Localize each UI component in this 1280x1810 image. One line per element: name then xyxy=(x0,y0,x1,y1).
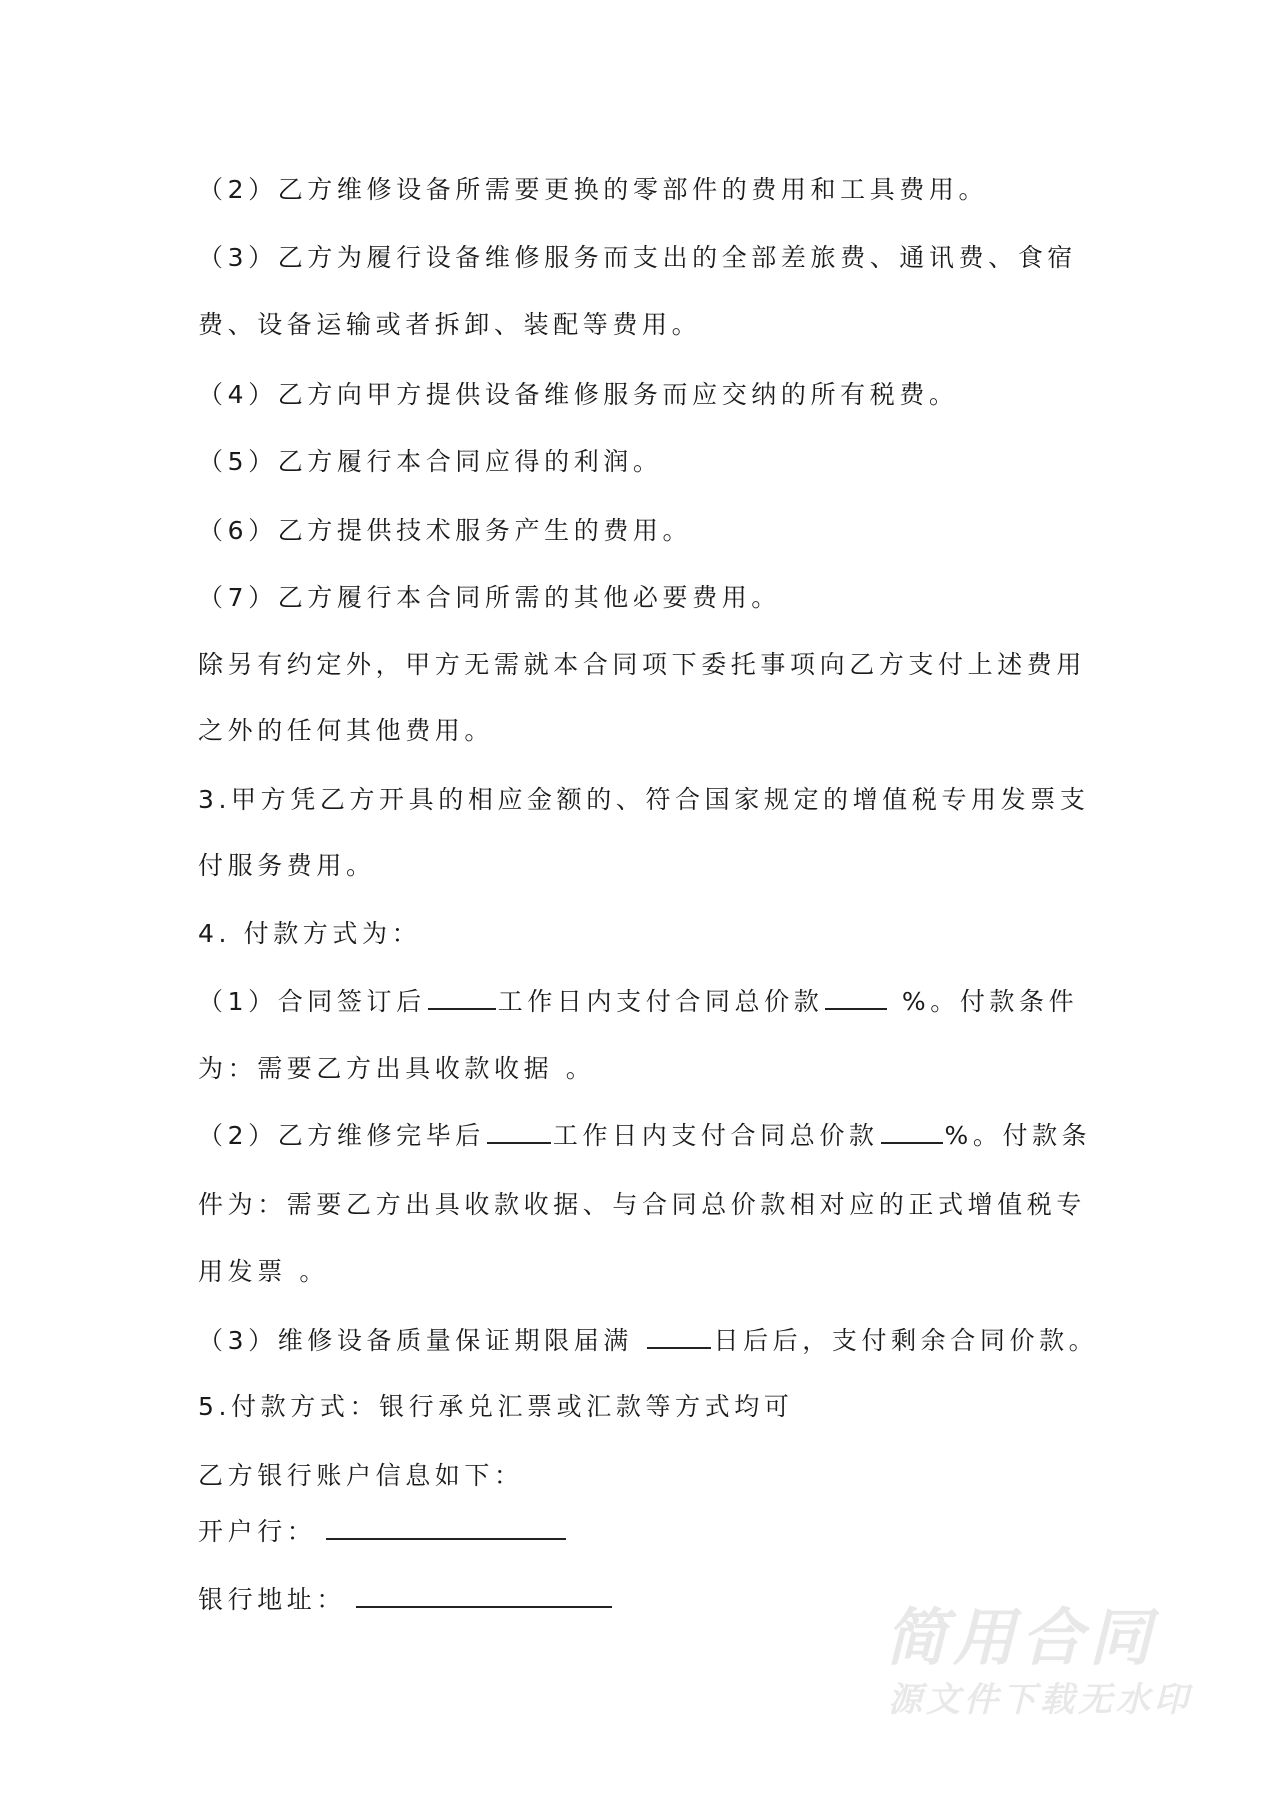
bank-address-field[interactable] xyxy=(356,1584,612,1608)
watermark-subtitle: 源文件下载无水印 xyxy=(888,1680,1192,1720)
payment-term-1-c: %。付款条件 xyxy=(889,987,1079,1016)
bank-address-label: 银行地址： xyxy=(198,1585,347,1614)
blank-field-percent-2[interactable] xyxy=(881,1120,943,1144)
bank-info-intro: 乙方银行账户信息如下： xyxy=(198,1461,524,1490)
clause-2-2: （2）乙方维修设备所需要更换的零部件的费用和工具费用。 xyxy=(198,175,989,204)
blank-field-warranty-days[interactable] xyxy=(647,1325,711,1349)
blank-field-percent-1[interactable] xyxy=(825,986,887,1010)
clause-2-3-cont: 费、设备运输或者拆卸、装配等费用。 xyxy=(198,310,702,339)
bank-name-row xyxy=(198,1515,568,1549)
payment-term-2 xyxy=(198,1119,1091,1153)
payment-term-3 xyxy=(198,1324,1098,1358)
clause-2-7: （7）乙方履行本合同所需的其他必要费用。 xyxy=(198,583,781,612)
blank-field-days-2[interactable] xyxy=(487,1120,551,1144)
bank-name-label: 开户行： xyxy=(198,1517,317,1546)
blank-field-days-1[interactable] xyxy=(428,986,496,1010)
clause-2-5: （5）乙方履行本合同应得的利润。 xyxy=(198,447,663,476)
payment-method: 5.付款方式：银行承兑汇票或汇款等方式均可 xyxy=(198,1392,794,1421)
clause-3: 3.甲方凭乙方开具的相应金额的、符合国家规定的增值税专用发票支 xyxy=(198,785,1090,814)
payment-term-2-b: 工作日内支付合同总价款 xyxy=(552,1121,879,1150)
fee-exclusion: 除另有约定外，甲方无需就本合同项下委托事项向乙方支付上述费用 xyxy=(198,650,1087,679)
clause-2-4: （4）乙方向甲方提供设备维修服务而应交纳的所有税费。 xyxy=(198,380,959,409)
payment-term-1-b: 工作日内支付合同总价款 xyxy=(497,987,824,1016)
payment-term-2-a: （2）乙方维修完毕后 xyxy=(198,1121,485,1150)
bank-address-row xyxy=(198,1583,614,1617)
clause-4-heading: 4. 付款方式为： xyxy=(198,919,422,948)
payment-term-1 xyxy=(198,985,1078,1019)
clause-2-6: （6）乙方提供技术服务产生的费用。 xyxy=(198,516,693,545)
payment-term-2-cont2: 用发票 。 xyxy=(198,1257,329,1286)
payment-term-2-c: %。付款条 xyxy=(944,1121,1092,1150)
payment-term-3-a: （3）维修设备质量保证期限届满 xyxy=(198,1326,646,1355)
bank-name-field[interactable] xyxy=(326,1516,566,1540)
payment-term-3-b: 日后后，支付剩余合同价款。 xyxy=(713,1326,1099,1355)
payment-term-1-a: （1）合同签订后 xyxy=(198,987,426,1016)
clause-3-cont: 付服务费用。 xyxy=(198,851,376,880)
payment-term-2-cont1: 件为：需要乙方出具收款收据、与合同总价款相对应的正式增值税专 xyxy=(198,1190,1087,1219)
watermark-title: 简用合同 xyxy=(885,1601,1158,1674)
clause-2-3: （3）乙方为履行设备维修服务而支出的全部差旅费、通讯费、食宿 xyxy=(198,243,1077,272)
payment-term-1-cont: 为：需要乙方出具收款收据 。 xyxy=(198,1054,596,1083)
fee-exclusion-cont: 之外的任何其他费用。 xyxy=(198,716,495,745)
